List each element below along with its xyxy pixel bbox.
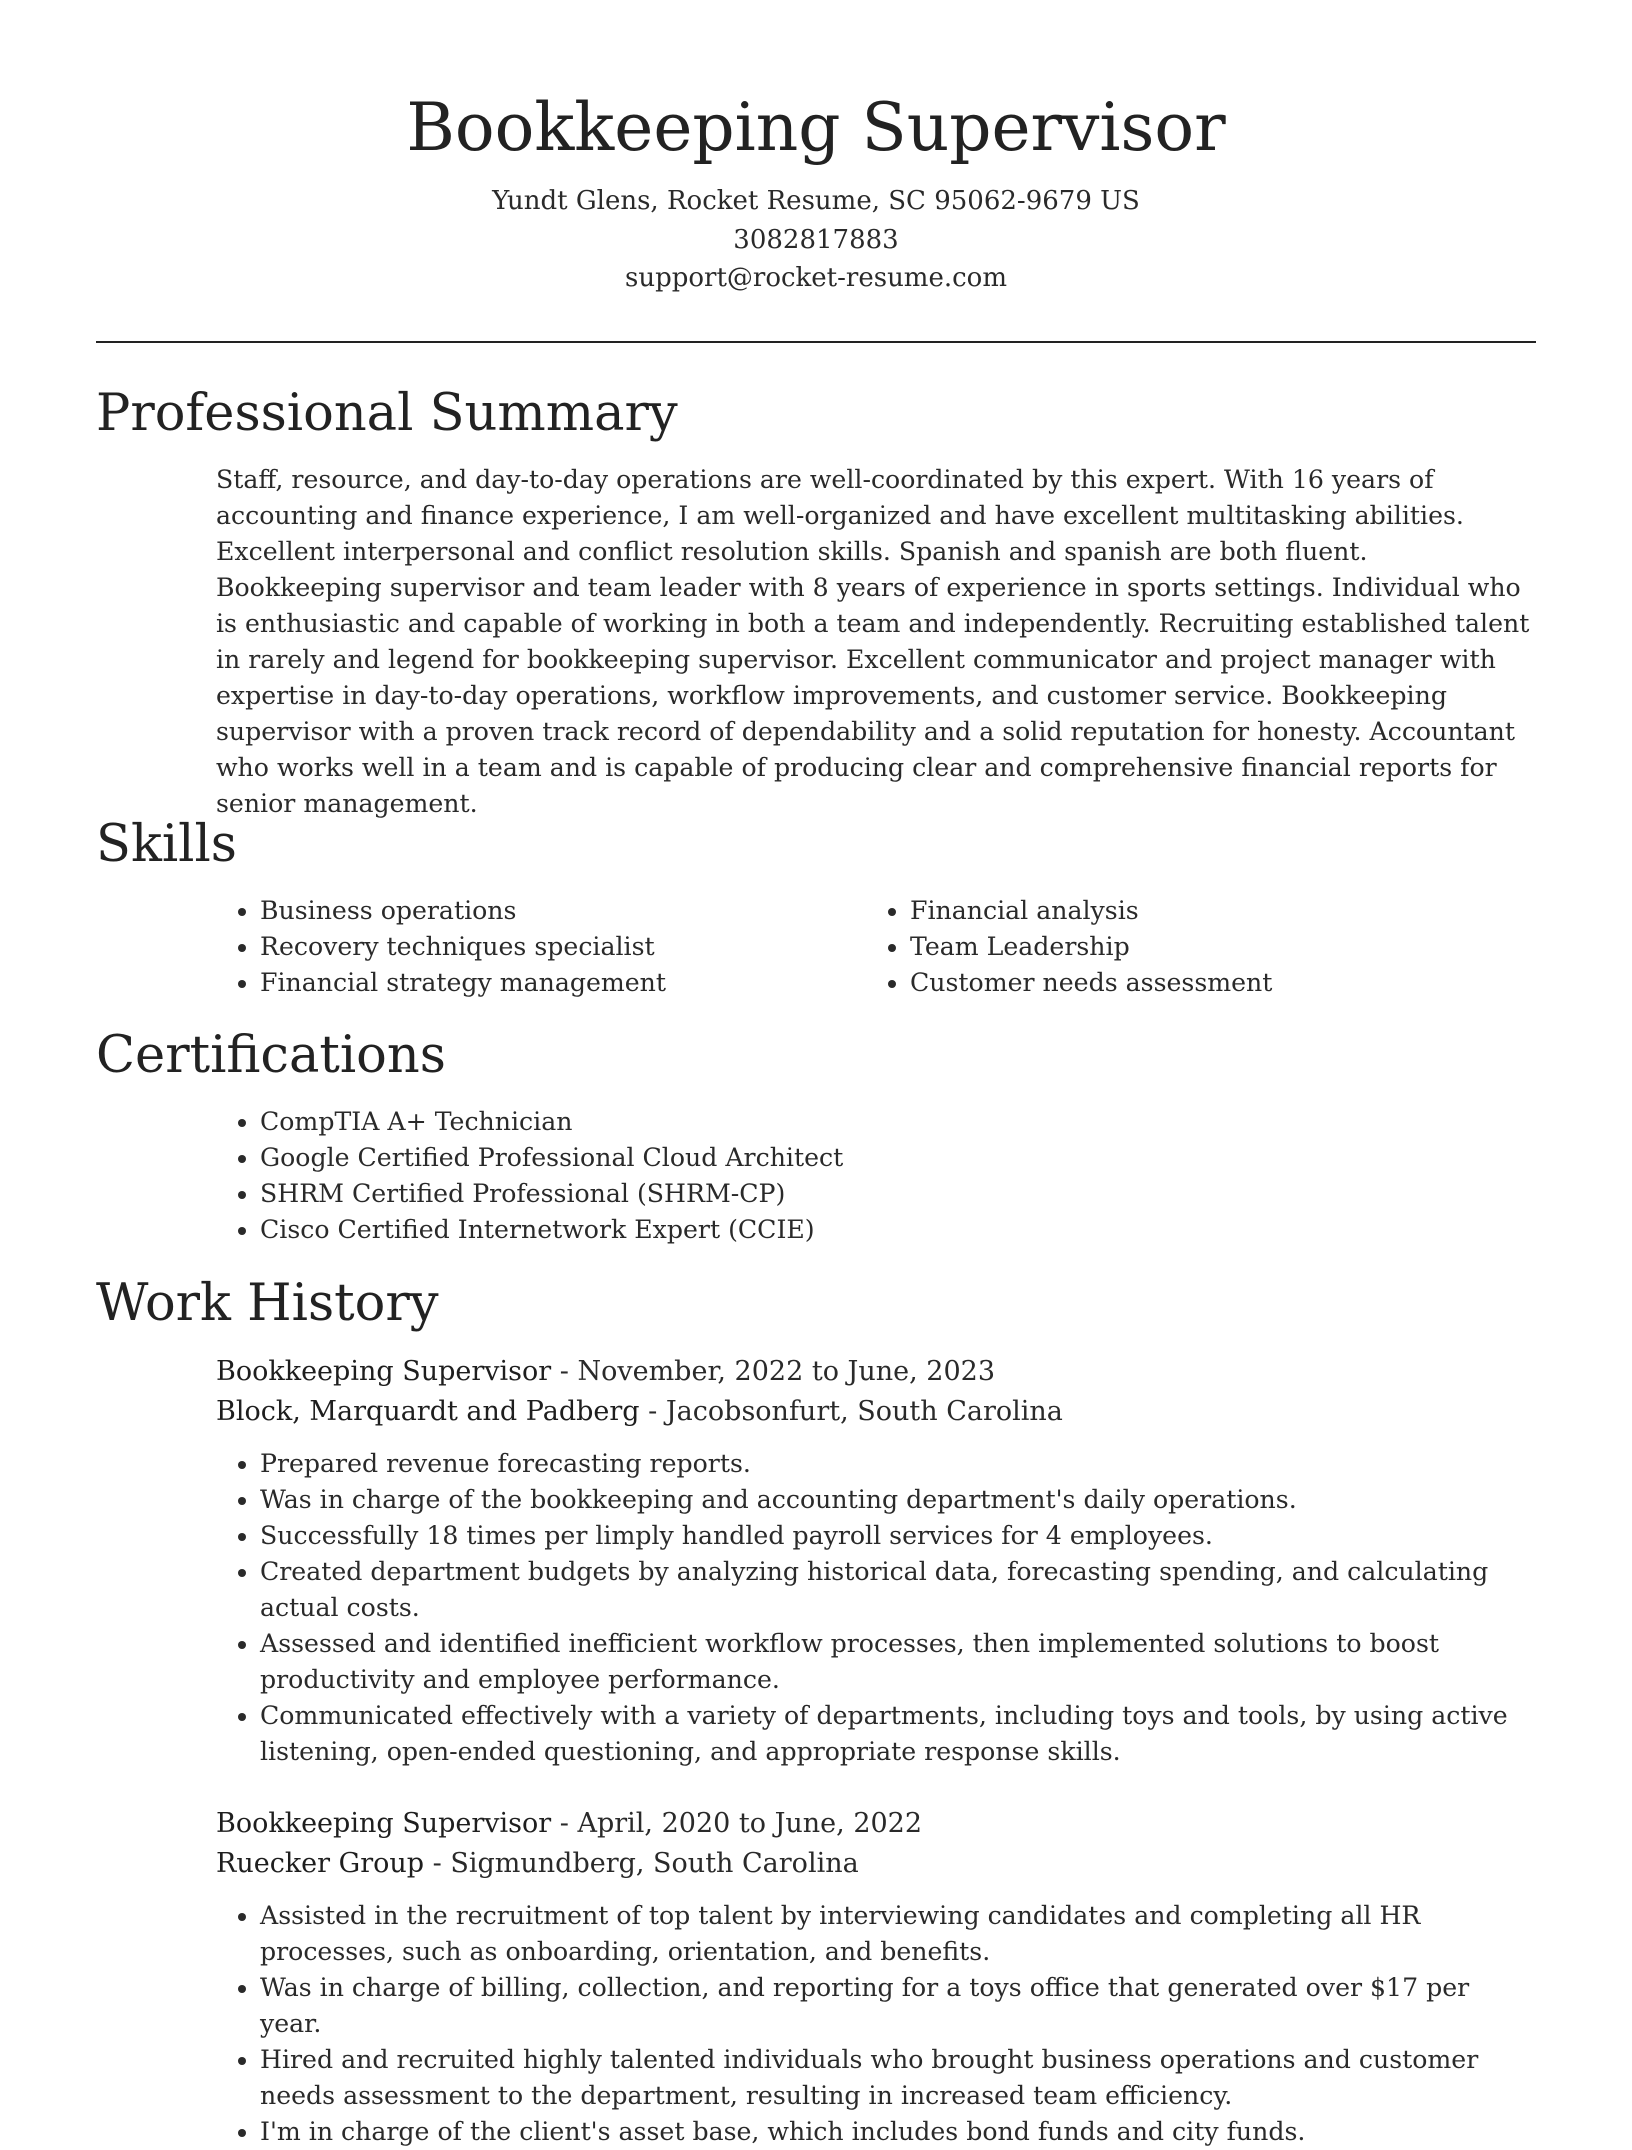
duty-item: • Hired and recruited highly talented individuals who brought business operations and customer needs assessment to the department, resulting in increased team efficiency. bbox=[260, 2042, 1536, 2114]
summary-heading: Professional Summary bbox=[96, 384, 678, 443]
duty-item: • Prepared revenue forecasting reports. bbox=[260, 1446, 1536, 1482]
separator: - bbox=[424, 1848, 451, 1879]
skill-item: • Customer needs assessment bbox=[910, 965, 1506, 1001]
job-title: Bookkeeping Supervisor bbox=[216, 1808, 552, 1839]
duty-item: • Successfully 18 times per limply handled payroll services for 4 employees. bbox=[260, 1518, 1536, 1554]
job-title-line bbox=[216, 1352, 1536, 1392]
job-dates: November, 2022 to June, 2023 bbox=[577, 1356, 995, 1387]
job-duties-list bbox=[216, 1898, 1536, 2150]
certifications-heading: Certifications bbox=[96, 1026, 446, 1085]
skills-list-left bbox=[216, 893, 856, 1001]
duty-item: • Assessed and identified inefficient workflow processes, then implemented solutions to boost productivity and employee performance. bbox=[260, 1626, 1536, 1698]
certifications-list bbox=[216, 1104, 1536, 1248]
separator: - bbox=[551, 1356, 578, 1387]
skill-item: • Team Leadership bbox=[910, 929, 1506, 965]
certification-item: • SHRM Certified Professional (SHRM-CP) bbox=[260, 1176, 1536, 1212]
job-location: Jacobsonfurt, South Carolina bbox=[665, 1396, 1063, 1427]
skills-list-right bbox=[866, 893, 1506, 1001]
job-title: Bookkeeping Supervisor bbox=[216, 1356, 552, 1387]
skill-item: • Business operations bbox=[260, 893, 856, 929]
job-title-line bbox=[216, 1804, 1536, 1844]
certification-item: • Google Certified Professional Cloud Architect bbox=[260, 1140, 1536, 1176]
candidate-name: Bookkeeping Supervisor bbox=[406, 89, 1226, 166]
job-entry bbox=[216, 1352, 1536, 1770]
header-divider bbox=[96, 341, 1536, 343]
duty-item: • Communicated effectively with a variety of departments, including toys and tools, by using active listening, open-ended questioning, and appropriate response skills. bbox=[260, 1698, 1536, 1770]
contact-info bbox=[0, 182, 1632, 298]
address-line: Yundt Glens, Rocket Resume, SC 95062-9679 US bbox=[492, 186, 1140, 216]
job-entry bbox=[216, 1804, 1536, 2150]
certifications-block bbox=[216, 1104, 1536, 1248]
duty-item: • Was in charge of billing, collection, and reporting for a toys office that generated over $17 per year. bbox=[260, 1970, 1536, 2042]
phone-number: 3082817883 bbox=[733, 224, 899, 255]
skill-item: • Recovery techniques specialist bbox=[260, 929, 856, 965]
work-history-heading: Work History bbox=[96, 1274, 439, 1333]
certification-item: • CompTIA A+ Technician bbox=[260, 1104, 1536, 1140]
summary-text: Staff, resource, and day-to-day operations are well-coordinated by this expert. With 16 years of accounting and finance experience, I am well-organized and have excellent multitasking abilities. Excellent interpersonal and conflict resolution skills. Spanish and spanish are both fluent. Bookkeeping supervisor and team leader with 8 years of experience in sports settings. Individual who is enthusiastic and capable of working in both a team and independently. Recruiting established talent in rarely and legend for bookkeeping supervisor. Excellent communicator and project manager with expertise in day-to-day operations, workflow improvements, and customer service. Bookkeeping supervisor with a proven track record of dependability and a solid reputation for honesty. Accountant who works well in a team and is capable of producing clear and comprehensive financial reports for senior management. bbox=[216, 465, 1530, 818]
job-company-line bbox=[216, 1392, 1536, 1432]
skills-heading: Skills bbox=[96, 815, 237, 874]
duty-item: • Created department budgets by analyzing historical data, forecasting spending, and calculating actual costs. bbox=[260, 1554, 1536, 1626]
skill-item: • Financial analysis bbox=[910, 893, 1506, 929]
duty-item: • I'm in charge of the client's asset base, which includes bond funds and city funds. bbox=[260, 2114, 1536, 2150]
job-company-line bbox=[216, 1844, 1536, 1884]
duty-item: • Was in charge of the bookkeeping and accounting department's daily operations. bbox=[260, 1482, 1536, 1518]
company-name: Ruecker Group bbox=[216, 1848, 425, 1879]
job-location: Sigmundberg, South Carolina bbox=[450, 1848, 859, 1879]
skills-column-right bbox=[866, 893, 1506, 1001]
skill-item: • Financial strategy management bbox=[260, 965, 856, 1001]
duty-item: • Assisted in the recruitment of top talent by interviewing candidates and completing all HR processes, such as onboarding, orientation, and benefits. bbox=[260, 1898, 1536, 1970]
resume-header bbox=[0, 0, 1632, 298]
company-name: Block, Marquardt and Padberg bbox=[216, 1396, 640, 1427]
skills-column-left bbox=[216, 893, 856, 1001]
separator: - bbox=[551, 1808, 578, 1839]
job-dates: April, 2020 to June, 2022 bbox=[577, 1808, 923, 1839]
separator: - bbox=[639, 1396, 666, 1427]
email-address: support@rocket-resume.com bbox=[624, 263, 1007, 293]
job-duties-list bbox=[216, 1446, 1536, 1770]
certification-item: • Cisco Certified Internetwork Expert (CCIE) bbox=[260, 1212, 1536, 1248]
